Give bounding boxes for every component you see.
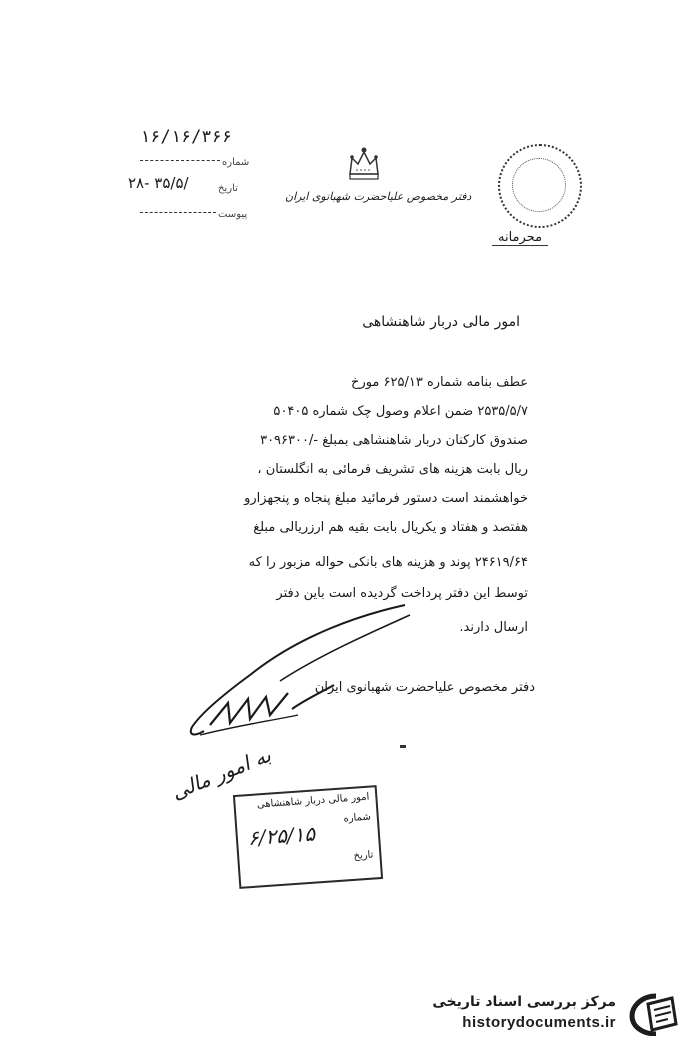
classification-label: محرمانه	[492, 230, 548, 246]
attachment-label-text: پیوست	[218, 209, 248, 220]
margin-handwritten-note: به امور مالی	[168, 742, 275, 805]
body-line-1: عطف بنامه شماره ۶۲۵/۱۳ مورخ	[351, 375, 528, 390]
watermark	[412, 990, 688, 1038]
signature-office: دفتر مخصوص علیاحضرت شهبانوی ایران	[314, 680, 535, 695]
number-label	[222, 150, 249, 169]
document-logo-icon	[628, 992, 684, 1036]
ink-mark	[400, 745, 406, 748]
stamp-line-2: شماره	[343, 811, 372, 825]
stamp-line-3: تاریخ	[353, 849, 374, 862]
letter-date: ۲۸- ۳۵/۵/	[128, 174, 189, 192]
body-line-9: ارسال دارند.	[459, 620, 528, 635]
watermark-title: مرکز بررسی اسناد تاریخی	[432, 994, 616, 1010]
date-label	[218, 176, 238, 195]
date-label-text: تاریخ	[218, 183, 238, 194]
body-line-4: ریال بابت هزینه های تشریف فرمائی به انگلستان ،	[257, 462, 528, 477]
attachment-label	[218, 202, 247, 221]
body-line-8: توسط این دفتر پرداخت گردیده است باین دفتر	[276, 586, 528, 601]
attachment-dotted-line	[140, 212, 216, 213]
office-name: دفتر مخصوص علیاحضرت شهبانوی ایران	[285, 190, 472, 203]
addressee: امور مالی دربار شاهنشاهی	[362, 314, 520, 330]
body-line-6: هفتصد و هفتاد و یکریال بابت بقیه هم ارزریالی مبلغ	[253, 520, 528, 535]
body-line-3: صندوق کارکنان دربار شاهنشاهی بمبلغ -/۳۰۹۶۳۰۰	[260, 433, 528, 448]
round-seal-inner	[512, 158, 566, 212]
body-line-7: ۲۴۶۱۹/۶۴ پوند و هزینه های بانکی حواله مزبور را که	[248, 555, 528, 570]
body-line-5: خواهشمند است دستور فرمائید مبلغ پنجاه و پنجهزارو	[244, 491, 528, 506]
number-dotted-line	[140, 160, 220, 161]
watermark-url: historydocuments.ir	[462, 1014, 616, 1031]
letter-number: ۱۶/۱۶/۳۶۶	[140, 127, 233, 147]
stamp-line-1: امور مالی دربار شاهنشاهی	[256, 791, 370, 811]
round-seal-icon	[498, 144, 582, 228]
stamp-date: ۶/۲۵/۱۵	[247, 821, 316, 851]
number-label-text: شماره	[222, 157, 250, 168]
body-line-2: ۲۵۳۵/۵/۷ ضمن اعلام وصول چک شماره ۵۰۴۰۵	[273, 404, 528, 419]
signature-scribble	[180, 585, 420, 745]
crown-emblem-icon	[342, 140, 386, 184]
received-stamp	[233, 785, 383, 889]
